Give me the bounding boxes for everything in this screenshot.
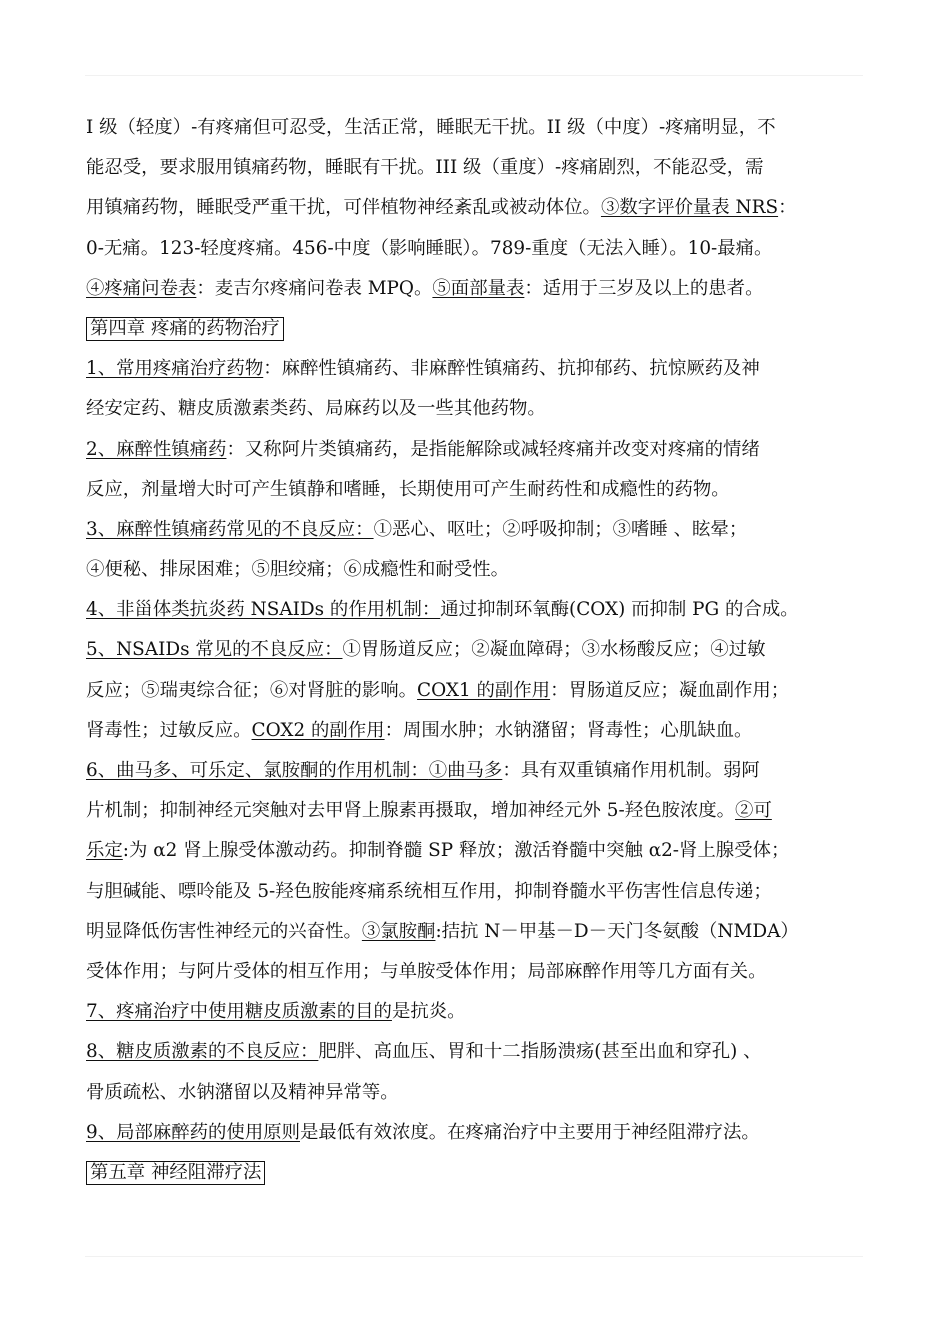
underlined-term: 5、NSAIDs 常见的不良反应： [86, 639, 343, 661]
text-line [86, 349, 878, 389]
text-line [86, 470, 878, 510]
underlined-term: 7、疼痛治疗中使用糖皮质激素的目的 [86, 1001, 392, 1023]
chapter-title: 第四章 疼痛的药物治疗 [86, 317, 284, 341]
text-segment: 0-无痛。123-轻度疼痛。456-中度（影响睡眠）。789-重度（无法入睡）。10-最痛。 [86, 237, 773, 259]
text-line [86, 590, 878, 630]
underlined-term: 8、糖皮质激素的不良反应： [86, 1041, 319, 1063]
text-segment: 受体作用；与阿片受体的相互作用；与单胺受体作用；局部麻醉作用等几方面有关。 [86, 960, 767, 982]
text-line [86, 952, 878, 992]
text-segment: ：麻醉性镇痛药、非麻醉性镇痛药、抗抑郁药、抗惊厥药及神 [263, 358, 760, 380]
underlined-term: 4、非甾体类抗炎药 NSAIDs 的作用机制： [86, 599, 441, 621]
text-segment: ：具有双重镇痛作用机制。弱阿 [502, 760, 760, 781]
text-segment: 能忍受，要求服用镇痛药物，睡眠有干扰。III 级（重度）-疼痛剧烈，不能忍受，需 [86, 157, 764, 179]
text-line [86, 791, 878, 831]
text-segment: ①恶心、呕吐；②呼吸抑制；③嗜睡 、眩晕； [373, 518, 748, 540]
text-segment: 反应，剂量增大时可产生镇静和嗜睡，长期使用可产生耐药性和成瘾性的药物。 [86, 478, 730, 500]
text-line [86, 389, 878, 429]
underlined-term: ②可 [735, 800, 772, 822]
underlined-term: ③数字评价量表 NRS [600, 197, 779, 219]
text-line [86, 1032, 878, 1072]
text-segment: ： [778, 197, 797, 219]
underlined-term: 1、常用疼痛治疗药物 [86, 358, 264, 380]
text-segment: ：麦吉尔疼痛问卷表 MPQ。 [196, 277, 433, 299]
underlined-term: ③氯胺酮 [361, 920, 436, 942]
chapter-heading [86, 309, 878, 349]
text-line [86, 108, 878, 148]
chapter-title: 第五章 神经阻滞疗法 [86, 1161, 265, 1185]
underlined-term: 6、曲马多、可乐定、氯胺酮的作用机制： [86, 760, 429, 781]
document-body [86, 108, 878, 1193]
text-line [86, 430, 878, 470]
text-segment: :拮抗 N－甲基－D－天门冬氨酸（NMDA） [435, 920, 799, 942]
text-line [86, 992, 878, 1032]
text-segment: 肾毒性；过敏反应。 [86, 719, 252, 741]
text-segment: 与胆碱能、嘌呤能及 5-羟色胺能疼痛系统相互作用，抑制脊髓水平伤害性信息传递； [86, 880, 772, 902]
underlined-term: 3、麻醉性镇痛药常见的不良反应： [86, 518, 374, 540]
underlined-term: 2、麻醉性镇痛药 [86, 438, 227, 460]
top-divider [85, 75, 863, 76]
chapter-heading [86, 1153, 878, 1193]
text-line [86, 510, 878, 550]
text-line [86, 148, 878, 188]
text-line [86, 630, 878, 670]
text-segment: I 级（轻度）-有疼痛但可忍受，生活正常，睡眠无干扰。II 级（中度）-疼痛明显，不 [86, 117, 776, 138]
text-segment: 用镇痛药物，睡眠受严重干扰，可伴植物神经紊乱或被动体位。 [86, 197, 601, 219]
text-line [86, 269, 878, 309]
text-line [86, 550, 878, 590]
text-segment: 通过抑制环氧酶(COX) 而抑制 PG 的合成。 [440, 599, 799, 621]
text-segment: ④便秘、排尿困难；⑤胆绞痛；⑥成瘾性和耐受性。 [86, 559, 509, 581]
text-line [86, 711, 878, 751]
text-segment: 经安定药、糖皮质激素类药、局麻药以及一些其他药物。 [86, 398, 546, 420]
text-segment: 肥胖、高血压、胃和十二指肠溃疡(甚至出血和穿孔) 、 [318, 1041, 762, 1063]
text-line [86, 872, 878, 912]
underlined-term: ④疼痛问卷表 [86, 277, 197, 299]
text-segment: ：周围水肿；水钠潴留；肾毒性；心肌缺血。 [384, 719, 753, 741]
text-segment: 骨质疏松、水钠潴留以及精神异常等。 [86, 1081, 399, 1103]
text-line [86, 188, 878, 228]
underlined-term: COX2 的副作用 [251, 719, 385, 741]
text-segment: :为 α2 肾上腺受体激动药。抑制脊髓 SP 释放；激活脊髓中突触 α2-肾上腺受体； [122, 840, 790, 862]
text-segment: 是最低有效浓度。在疼痛治疗中主要用于神经阻滞疗法。 [300, 1121, 760, 1143]
underlined-term: ⑤面部量表 [432, 277, 525, 299]
text-line [86, 1113, 878, 1153]
text-segment: ①胃肠道反应；②凝血障碍；③水杨酸反应；④过敏 [342, 639, 766, 661]
text-line [86, 751, 878, 791]
text-segment: 反应；⑤瑞夷综合征；⑥对肾脏的影响。 [86, 679, 418, 701]
text-segment: ：又称阿片类镇痛药，是指能解除或减轻疼痛并改变对疼痛的情绪 [226, 438, 760, 460]
text-line [86, 831, 878, 871]
text-segment: ：胃肠道反应；凝血副作用； [550, 679, 790, 701]
underlined-term: 乐定 [86, 840, 123, 862]
underlined-term: ①曲马多 [428, 760, 503, 781]
text-segment: 片机制；抑制神经元突触对去甲肾上腺素再摄取，增加神经元外 5-羟色胺浓度。 [86, 800, 736, 822]
text-line [86, 671, 878, 711]
text-line [86, 912, 878, 952]
bottom-divider [85, 1256, 863, 1257]
text-segment: 是抗炎。 [391, 1001, 466, 1023]
underlined-term: COX1 的副作用 [417, 679, 551, 701]
underlined-term: 9、局部麻醉药的使用原则 [86, 1121, 300, 1143]
text-line [86, 1073, 878, 1113]
text-line [86, 229, 878, 269]
text-segment: ：适用于三岁及以上的患者。 [524, 277, 764, 299]
text-segment: 明显降低伤害性神经元的兴奋性。 [86, 920, 362, 942]
